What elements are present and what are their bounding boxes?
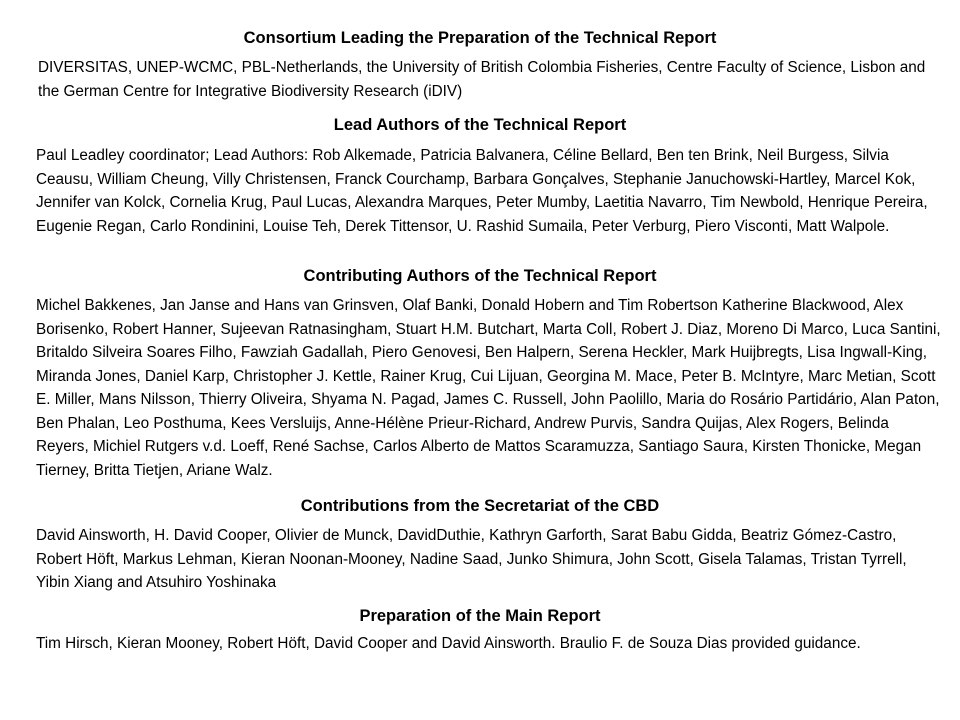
contributing-authors-heading: Contributing Authors of the Technical Report [303,267,657,285]
lead-authors-text: Paul Leadley coordinator; Lead Authors: Rob Alkemade, Patricia Balvanera, Céline Bellard, Ben ten Brink, Neil Burgess, Silvia Ceausu, William Cheung, Villy Christensen, Franck Courchamp, Barbara Gonçalves, Stephanie Januchowski-Hartley, Marcel Kok, Jennifer van Kolck, Cornelia Krug, Paul Lucas, Alexandra Marques, Peter Mumby, Laetitia Navarro, Tim Newbold, Henrique Pereira, Eugenie Regan, Carlo Rondinini, Louise Teh, Derek Tittensor, U. Rashid Sumaila, Peter Verburg, Piero Visconti, Matt Walpole. [36,147,928,235]
lead-authors-heading: Lead Authors of the Technical Report [333,116,627,134]
secretariat-heading: Contributions from the Secretariat of the CBD [300,497,660,515]
consortium-heading: Consortium Leading the Preparation of the Technical Report [243,29,717,47]
main-report-heading: Preparation of the Main Report [359,607,601,625]
contributing-authors-text: Michel Bakkenes, Jan Janse and Hans van Grinsven, Olaf Banki, Donald Hobern and Tim Robertson Katherine Blackwood, Alex Borisenko, Robert Hanner, Sujeevan Ratnasingham, Stuart H.M. Butchart, Marta Coll, Robert J. Diaz, Moreno Di Marco, Luca Santini, Britaldo Silveira Soares Filho, Fawziah Gadallah, Piero Genovesi, Ben Halpern, Serena Heckler, Mark Huijbregts, Lisa Ingwall-King, Miranda Jones, Daniel Karp, Christopher J. Kettle, Rainer Krug, Cui Lijuan, Georgina M. Mace, Peter B. McIntyre, Marc Metian, Scott E. Miller, Mans Nilsson, Thierry Oliveira, Shyama N. Pagad, James C. Russell, John Paolillo, Maria do Rosário Partidário, Alan Paton, Ben Phalan, Leo Posthuma, Kees Versluijs, Anne-Hélène Prieur-Richard, Andrew Purvis, Sandra Quijas, Alex Rogers, Belinda Reyers, Michiel Rutgers v.d. Loeff, René Sachse, Carlos Alberto de Mattos Scaramuzza, Santiago Saura, Kirsten Thonicke, Megan Tierney, Britta Tietjen, Ariane Walz. [36,297,941,479]
consortium-text: DIVERSITAS, UNEP-WCMC, PBL-Netherlands, the University of British Colombia Fisheries, Centre Faculty of Science, Lisbon and the German Centre for Integrative Biodiversity Research (iDIV) [38,59,926,100]
secretariat-text: David Ainsworth, H. David Cooper, Olivier de Munck, DavidDuthie, Kathryn Garforth, Sarat Babu Gidda, Beatriz Gómez-Castro, Robert Höft, Markus Lehman, Kieran Noonan-Mooney, Nadine Saad, Junko Shimura, John Scott, Gisela Talamas, Tristan Tyrrell, Yibin Xiang and Atsuhiro Yoshinaka [36,527,907,591]
main-report-text: Tim Hirsch, Kieran Mooney, Robert Höft, David Cooper and David Ainsworth. Braulio F. de Souza Dias provided guidance. [36,635,861,652]
